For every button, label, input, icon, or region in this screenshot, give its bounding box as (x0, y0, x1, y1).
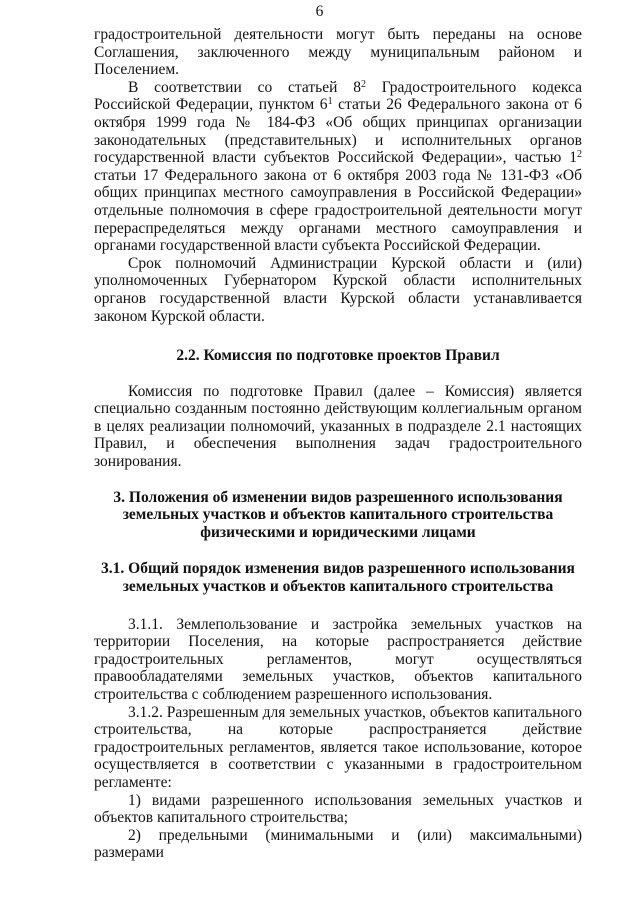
section-heading-3 (94, 489, 582, 542)
heading-line: физическими и юридическими лицами (200, 523, 476, 541)
heading-line: земельных участков и объектов капитального строительства (122, 506, 554, 524)
heading-line: 3.1. Общий порядок изменения видов разрешенного использования (101, 560, 575, 578)
paragraph-term-of-powers: Срок полномочий Администрации Курской области и (или) уполномоченных Губернатором Курской области исполнительных органов государственной власти Курской области устанавливается законом Курской области. (94, 254, 582, 325)
page-number: 6 (315, 3, 324, 20)
section-heading-3-1 (94, 560, 582, 595)
paragraph-text: Градостроительного кодекса Российской Федерации, пунктом 6 (94, 78, 583, 114)
superscript: 2 (360, 78, 366, 90)
section-heading-2-2: 2.2. Комиссия по подготовке проектов Правил (176, 347, 500, 365)
list-item-1: 1) видами разрешенного использования земельных участков и объектов капитального строительства; (94, 791, 582, 827)
superscript: 2 (577, 149, 582, 161)
list-item-2: 2) предельными (минимальными и (или) максимальными) размерами (94, 826, 582, 862)
paragraph-redistribution-powers (94, 79, 582, 255)
paragraph-text: статьи 26 Федерального закона от 6 октября 1999 года № 184-ФЗ «Об общих принципах организации законодательных (представительных) и исполнительных органов государственной власти субъектов Российской Федерации», частью 1 (94, 96, 582, 167)
heading-line: земельных участков и объектов капитального строительства (122, 578, 554, 596)
paragraph-text: статьи 17 Федерального закона от 6 октября 2003 года № 131-ФЗ «Об общих принципах местного самоуправления в Российской Федерации» отдельные полномочия в сфере градостроительной деятельности могут перераспределяться между органами местного самоуправления и органами государственной власти субъекта Российской Федерации. (94, 166, 582, 255)
paragraph-transfer-powers: градостроительной деятельности могут быть переданы на основе Соглашения, заключенного между муниципальным районом и Поселением. (94, 26, 582, 79)
heading-line: 3. Положения об изменении видов разрешенного использования (113, 488, 563, 506)
paragraph-commission: Комиссия по подготовке Правил (далее – Комиссия) является специально созданным постоянно действующим коллегиальным органом в целях реализации полномочий, указанных в подразделе 2.1 настоящих Правил, и обеспечения выполнения задач градостроительного зонирования. (94, 382, 582, 471)
paragraph-3-1-1: 3.1.1. Землепользование и застройка земельных участков на территории Поселения, на которые распространяется действие градостроительных регламентов, могут осуществляться правообладателями земельных участков, объектов капитального строительства с соблюдением разрешенного использования. (94, 615, 582, 703)
document-body (94, 26, 582, 862)
superscript: 1 (327, 96, 333, 108)
paragraph-3-1-2: 3.1.2. Разрешенным для земельных участков, объектов капитального строительства, на которые распространяется действие градостроительных регламентов, является такое использование, которое осуществляется в соответствии с указанными в градостроительном регламенте: (94, 703, 582, 791)
paragraph-text: В соответствии со статьей 8 (128, 78, 361, 96)
